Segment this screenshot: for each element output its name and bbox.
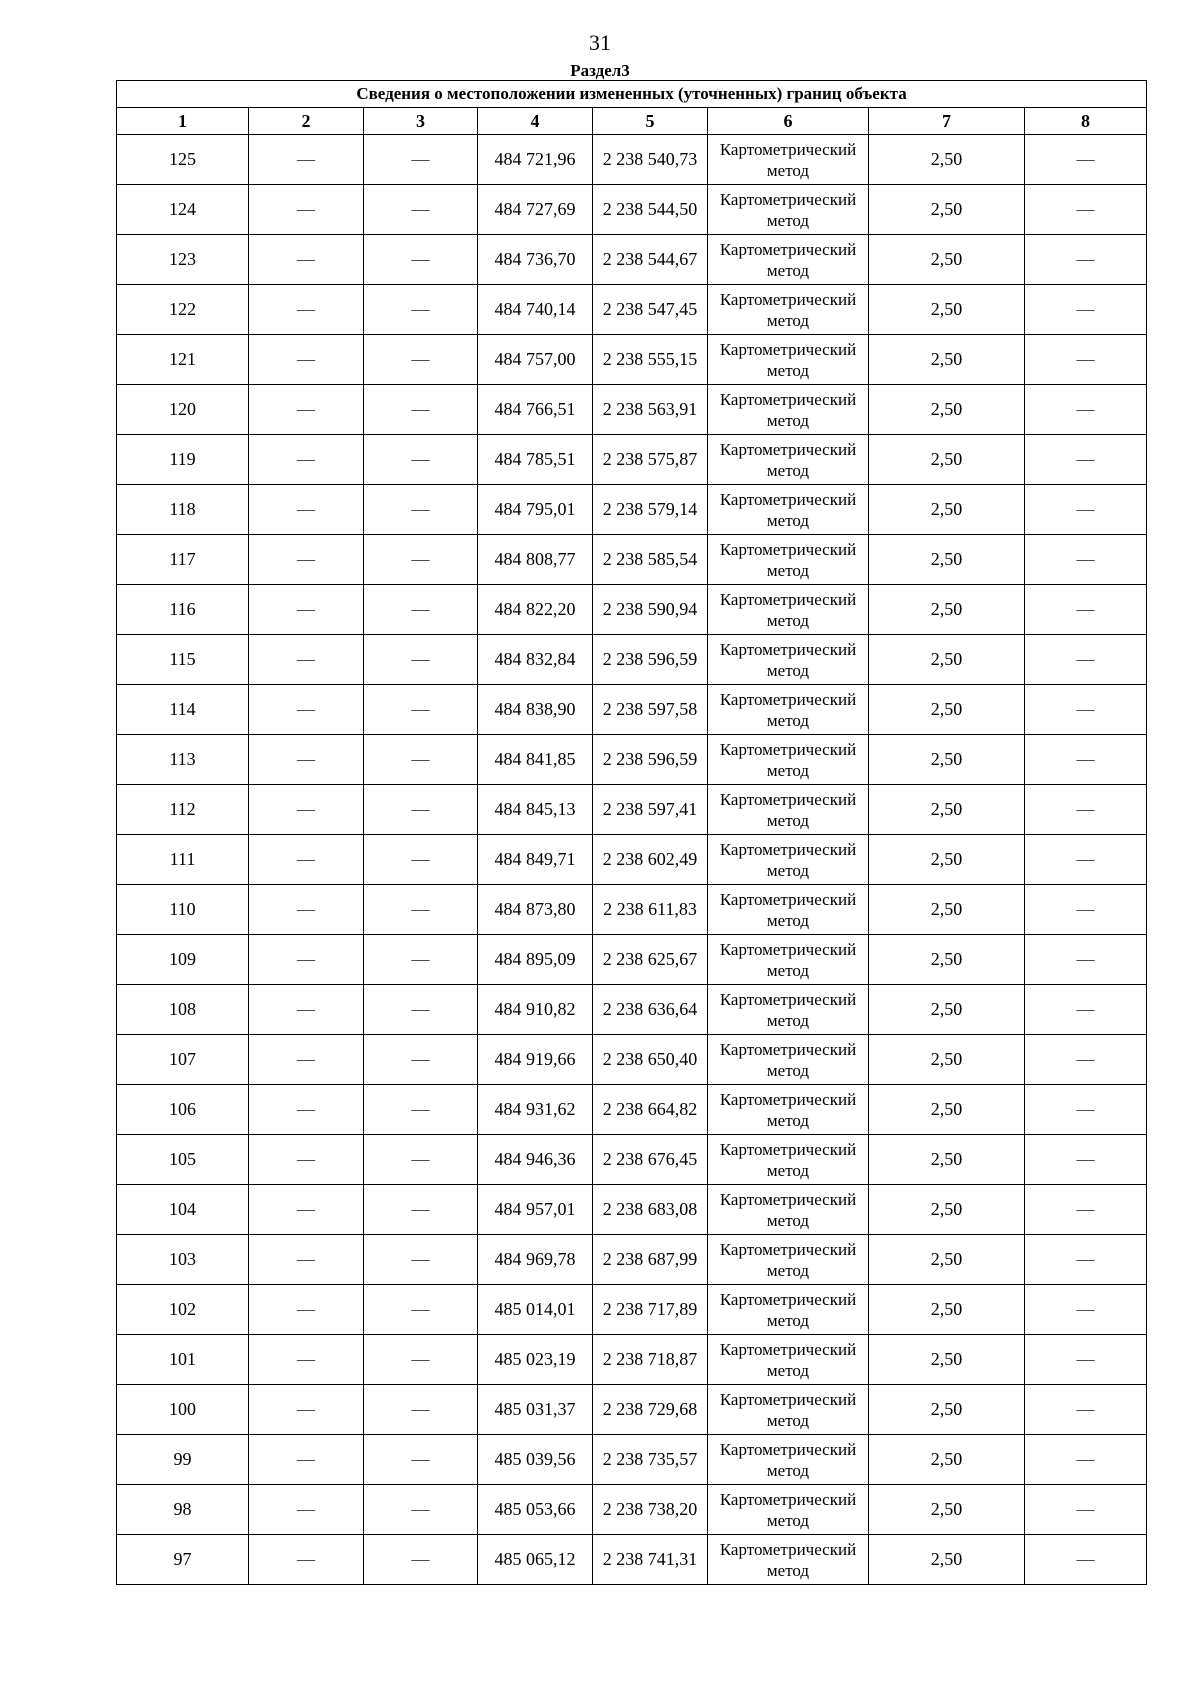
table-row: [117, 235, 1147, 285]
point-number-cell: 104: [117, 1185, 249, 1235]
x-coordinate-cell: 484 736,70: [478, 235, 593, 285]
empty-value-cell: —: [364, 635, 478, 685]
method-cell: Картометрический метод: [708, 1435, 869, 1485]
column-number: 1: [117, 108, 249, 135]
table-row: [117, 1285, 1147, 1335]
point-number-cell: 119: [117, 435, 249, 485]
column-number: 8: [1025, 108, 1147, 135]
table-row: [117, 1235, 1147, 1285]
empty-value-cell: —: [364, 1535, 478, 1585]
x-coordinate-cell: 484 832,84: [478, 635, 593, 685]
empty-value-cell: —: [364, 835, 478, 885]
empty-value-cell: —: [1025, 835, 1147, 885]
x-coordinate-cell: 485 053,66: [478, 1485, 593, 1535]
empty-value-cell: —: [364, 985, 478, 1035]
y-coordinate-cell: 2 238 555,15: [593, 335, 708, 385]
table-row: [117, 1485, 1147, 1535]
page-number: 31: [589, 30, 611, 55]
accuracy-cell: 2,50: [869, 335, 1025, 385]
x-coordinate-cell: 484 721,96: [478, 135, 593, 185]
y-coordinate-cell: 2 238 650,40: [593, 1035, 708, 1085]
empty-value-cell: —: [249, 885, 364, 935]
x-coordinate-cell: 484 808,77: [478, 535, 593, 585]
x-coordinate-cell: 484 895,09: [478, 935, 593, 985]
empty-value-cell: —: [249, 935, 364, 985]
table-row: [117, 1385, 1147, 1435]
x-coordinate-cell: 484 766,51: [478, 385, 593, 435]
empty-value-cell: —: [249, 335, 364, 385]
accuracy-cell: 2,50: [869, 1385, 1025, 1435]
empty-value-cell: —: [364, 1485, 478, 1535]
accuracy-cell: 2,50: [869, 1485, 1025, 1535]
empty-value-cell: —: [364, 285, 478, 335]
table-row: [117, 935, 1147, 985]
method-cell: Картометрический метод: [708, 735, 869, 785]
x-coordinate-cell: 484 757,00: [478, 335, 593, 385]
table-row: [117, 135, 1147, 185]
point-number-cell: 106: [117, 1085, 249, 1135]
empty-value-cell: —: [1025, 1235, 1147, 1285]
x-coordinate-cell: 484 785,51: [478, 435, 593, 485]
y-coordinate-cell: 2 238 687,99: [593, 1235, 708, 1285]
empty-value-cell: —: [249, 1035, 364, 1085]
point-number-cell: 122: [117, 285, 249, 335]
empty-value-cell: —: [364, 1235, 478, 1285]
method-cell: Картометрический метод: [708, 1385, 869, 1435]
point-number-cell: 110: [117, 885, 249, 935]
column-number: 3: [364, 108, 478, 135]
empty-value-cell: —: [364, 1385, 478, 1435]
empty-value-cell: —: [364, 685, 478, 735]
method-cell: Картометрический метод: [708, 1535, 869, 1585]
table-body: [117, 135, 1147, 1585]
empty-value-cell: —: [249, 435, 364, 485]
empty-value-cell: —: [1025, 485, 1147, 535]
point-number-cell: 98: [117, 1485, 249, 1535]
table-row: [117, 585, 1147, 635]
method-cell: Картометрический метод: [708, 1235, 869, 1285]
table-row: [117, 485, 1147, 535]
method-cell: Картометрический метод: [708, 235, 869, 285]
y-coordinate-cell: 2 238 585,54: [593, 535, 708, 585]
empty-value-cell: —: [1025, 135, 1147, 185]
empty-value-cell: —: [1025, 1335, 1147, 1385]
point-number-cell: 118: [117, 485, 249, 535]
empty-value-cell: —: [1025, 185, 1147, 235]
method-cell: Картометрический метод: [708, 535, 869, 585]
empty-value-cell: —: [1025, 785, 1147, 835]
empty-value-cell: —: [249, 185, 364, 235]
accuracy-cell: 2,50: [869, 385, 1025, 435]
empty-value-cell: —: [1025, 885, 1147, 935]
empty-value-cell: —: [249, 1535, 364, 1585]
boundary-table: [116, 80, 1147, 1585]
table-row: [117, 735, 1147, 785]
empty-value-cell: —: [364, 335, 478, 385]
accuracy-cell: 2,50: [869, 1335, 1025, 1385]
table-row: [117, 785, 1147, 835]
accuracy-cell: 2,50: [869, 185, 1025, 235]
x-coordinate-cell: 484 946,36: [478, 1135, 593, 1185]
x-coordinate-cell: 484 873,80: [478, 885, 593, 935]
accuracy-cell: 2,50: [869, 1235, 1025, 1285]
table-row: [117, 985, 1147, 1035]
y-coordinate-cell: 2 238 611,83: [593, 885, 708, 935]
y-coordinate-cell: 2 238 597,58: [593, 685, 708, 735]
x-coordinate-cell: 485 023,19: [478, 1335, 593, 1385]
y-coordinate-cell: 2 238 544,50: [593, 185, 708, 235]
table-row: [117, 1135, 1147, 1185]
empty-value-cell: —: [249, 135, 364, 185]
empty-value-cell: —: [364, 1285, 478, 1335]
accuracy-cell: 2,50: [869, 485, 1025, 535]
point-number-cell: 99: [117, 1435, 249, 1485]
column-number: 5: [593, 108, 708, 135]
x-coordinate-cell: 484 969,78: [478, 1235, 593, 1285]
table-row: [117, 435, 1147, 485]
empty-value-cell: —: [364, 1135, 478, 1185]
empty-value-cell: —: [364, 535, 478, 585]
accuracy-cell: 2,50: [869, 1535, 1025, 1585]
empty-value-cell: —: [364, 885, 478, 935]
method-cell: Картометрический метод: [708, 1485, 869, 1535]
x-coordinate-cell: 485 065,12: [478, 1535, 593, 1585]
accuracy-cell: 2,50: [869, 635, 1025, 685]
table-row: [117, 1035, 1147, 1085]
method-cell: Картометрический метод: [708, 1285, 869, 1335]
x-coordinate-cell: 484 931,62: [478, 1085, 593, 1135]
accuracy-cell: 2,50: [869, 1035, 1025, 1085]
empty-value-cell: —: [1025, 985, 1147, 1035]
empty-value-cell: —: [364, 1185, 478, 1235]
empty-value-cell: —: [1025, 1435, 1147, 1485]
y-coordinate-cell: 2 238 590,94: [593, 585, 708, 635]
method-cell: Картометрический метод: [708, 1035, 869, 1085]
method-cell: Картометрический метод: [708, 885, 869, 935]
column-number-row: [117, 108, 1147, 135]
empty-value-cell: —: [249, 585, 364, 635]
empty-value-cell: —: [1025, 685, 1147, 735]
table-row: [117, 1335, 1147, 1385]
accuracy-cell: 2,50: [869, 685, 1025, 735]
accuracy-cell: 2,50: [869, 935, 1025, 985]
x-coordinate-cell: 485 014,01: [478, 1285, 593, 1335]
table-row: [117, 1435, 1147, 1485]
y-coordinate-cell: 2 238 602,49: [593, 835, 708, 885]
empty-value-cell: —: [364, 935, 478, 985]
empty-value-cell: —: [1025, 585, 1147, 635]
empty-value-cell: —: [364, 1085, 478, 1135]
column-number: 6: [708, 108, 869, 135]
method-cell: Картометрический метод: [708, 185, 869, 235]
empty-value-cell: —: [249, 1085, 364, 1135]
empty-value-cell: —: [1025, 735, 1147, 785]
point-number-cell: 124: [117, 185, 249, 235]
empty-value-cell: —: [249, 1135, 364, 1185]
y-coordinate-cell: 2 238 738,20: [593, 1485, 708, 1535]
x-coordinate-cell: 484 957,01: [478, 1185, 593, 1235]
method-cell: Картометрический метод: [708, 635, 869, 685]
accuracy-cell: 2,50: [869, 1085, 1025, 1135]
y-coordinate-cell: 2 238 683,08: [593, 1185, 708, 1235]
point-number-cell: 109: [117, 935, 249, 985]
point-number-cell: 120: [117, 385, 249, 435]
point-number-cell: 103: [117, 1235, 249, 1285]
empty-value-cell: —: [249, 835, 364, 885]
empty-value-cell: —: [1025, 1185, 1147, 1235]
accuracy-cell: 2,50: [869, 785, 1025, 835]
empty-value-cell: —: [249, 685, 364, 735]
point-number-cell: 113: [117, 735, 249, 785]
empty-value-cell: —: [249, 1485, 364, 1535]
method-cell: Картометрический метод: [708, 385, 869, 435]
point-number-cell: 105: [117, 1135, 249, 1185]
method-cell: Картометрический метод: [708, 835, 869, 885]
y-coordinate-cell: 2 238 596,59: [593, 735, 708, 785]
column-number: 2: [249, 108, 364, 135]
empty-value-cell: —: [249, 1185, 364, 1235]
table-caption: Сведения о местоположении измененных (уточненных) границ объекта: [117, 81, 1147, 108]
method-cell: Картометрический метод: [708, 1185, 869, 1235]
method-cell: Картометрический метод: [708, 1335, 869, 1385]
point-number-cell: 123: [117, 235, 249, 285]
y-coordinate-cell: 2 238 664,82: [593, 1085, 708, 1135]
x-coordinate-cell: 484 795,01: [478, 485, 593, 535]
method-cell: Картометрический метод: [708, 685, 869, 735]
point-number-cell: 116: [117, 585, 249, 635]
empty-value-cell: —: [364, 785, 478, 835]
method-cell: Картометрический метод: [708, 485, 869, 535]
table-row: [117, 535, 1147, 585]
table-row: [117, 385, 1147, 435]
empty-value-cell: —: [1025, 1285, 1147, 1335]
empty-value-cell: —: [364, 1035, 478, 1085]
method-cell: Картометрический метод: [708, 435, 869, 485]
empty-value-cell: —: [1025, 1485, 1147, 1535]
empty-value-cell: —: [364, 185, 478, 235]
y-coordinate-cell: 2 238 596,59: [593, 635, 708, 685]
point-number-cell: 117: [117, 535, 249, 585]
y-coordinate-cell: 2 238 575,87: [593, 435, 708, 485]
method-cell: Картометрический метод: [708, 135, 869, 185]
empty-value-cell: —: [364, 585, 478, 635]
empty-value-cell: —: [249, 1285, 364, 1335]
y-coordinate-cell: 2 238 547,45: [593, 285, 708, 335]
accuracy-cell: 2,50: [869, 235, 1025, 285]
y-coordinate-cell: 2 238 540,73: [593, 135, 708, 185]
table-row: [117, 335, 1147, 385]
table-row: [117, 635, 1147, 685]
y-coordinate-cell: 2 238 636,64: [593, 985, 708, 1035]
y-coordinate-cell: 2 238 741,31: [593, 1535, 708, 1585]
empty-value-cell: —: [1025, 1385, 1147, 1435]
point-number-cell: 115: [117, 635, 249, 685]
point-number-cell: 97: [117, 1535, 249, 1585]
x-coordinate-cell: 484 919,66: [478, 1035, 593, 1085]
point-number-cell: 107: [117, 1035, 249, 1085]
method-cell: Картометрический метод: [708, 985, 869, 1035]
accuracy-cell: 2,50: [869, 435, 1025, 485]
method-cell: Картометрический метод: [708, 335, 869, 385]
accuracy-cell: 2,50: [869, 1285, 1025, 1335]
point-number-cell: 112: [117, 785, 249, 835]
empty-value-cell: —: [249, 385, 364, 435]
x-coordinate-cell: 484 727,69: [478, 185, 593, 235]
empty-value-cell: —: [249, 1335, 364, 1385]
accuracy-cell: 2,50: [869, 735, 1025, 785]
section-title: Раздел3: [570, 61, 630, 80]
method-cell: Картометрический метод: [708, 1085, 869, 1135]
x-coordinate-cell: 484 838,90: [478, 685, 593, 735]
accuracy-cell: 2,50: [869, 535, 1025, 585]
x-coordinate-cell: 484 841,85: [478, 735, 593, 785]
table-row: [117, 835, 1147, 885]
y-coordinate-cell: 2 238 717,89: [593, 1285, 708, 1335]
x-coordinate-cell: 484 910,82: [478, 985, 593, 1035]
empty-value-cell: —: [249, 1235, 364, 1285]
empty-value-cell: —: [249, 535, 364, 585]
accuracy-cell: 2,50: [869, 835, 1025, 885]
method-cell: Картометрический метод: [708, 1135, 869, 1185]
empty-value-cell: —: [1025, 1035, 1147, 1085]
empty-value-cell: —: [1025, 535, 1147, 585]
table-row: [117, 885, 1147, 935]
point-number-cell: 100: [117, 1385, 249, 1435]
empty-value-cell: —: [1025, 935, 1147, 985]
accuracy-cell: 2,50: [869, 885, 1025, 935]
empty-value-cell: —: [364, 735, 478, 785]
empty-value-cell: —: [249, 785, 364, 835]
empty-value-cell: —: [1025, 335, 1147, 385]
x-coordinate-cell: 484 849,71: [478, 835, 593, 885]
x-coordinate-cell: 485 031,37: [478, 1385, 593, 1435]
table-row: [117, 1085, 1147, 1135]
empty-value-cell: —: [364, 135, 478, 185]
accuracy-cell: 2,50: [869, 585, 1025, 635]
empty-value-cell: —: [364, 485, 478, 535]
accuracy-cell: 2,50: [869, 1435, 1025, 1485]
y-coordinate-cell: 2 238 676,45: [593, 1135, 708, 1185]
empty-value-cell: —: [249, 735, 364, 785]
empty-value-cell: —: [249, 235, 364, 285]
y-coordinate-cell: 2 238 735,57: [593, 1435, 708, 1485]
empty-value-cell: —: [1025, 1085, 1147, 1135]
empty-value-cell: —: [1025, 235, 1147, 285]
x-coordinate-cell: 484 845,13: [478, 785, 593, 835]
method-cell: Картометрический метод: [708, 935, 869, 985]
x-coordinate-cell: 484 740,14: [478, 285, 593, 335]
y-coordinate-cell: 2 238 729,68: [593, 1385, 708, 1435]
point-number-cell: 121: [117, 335, 249, 385]
x-coordinate-cell: 484 822,20: [478, 585, 593, 635]
x-coordinate-cell: 485 039,56: [478, 1435, 593, 1485]
accuracy-cell: 2,50: [869, 1135, 1025, 1185]
accuracy-cell: 2,50: [869, 285, 1025, 335]
empty-value-cell: —: [364, 1335, 478, 1385]
y-coordinate-cell: 2 238 544,67: [593, 235, 708, 285]
column-number: 7: [869, 108, 1025, 135]
empty-value-cell: —: [364, 385, 478, 435]
y-coordinate-cell: 2 238 597,41: [593, 785, 708, 835]
point-number-cell: 111: [117, 835, 249, 885]
y-coordinate-cell: 2 238 718,87: [593, 1335, 708, 1385]
point-number-cell: 108: [117, 985, 249, 1035]
empty-value-cell: —: [249, 985, 364, 1035]
point-number-cell: 114: [117, 685, 249, 735]
empty-value-cell: —: [249, 485, 364, 535]
empty-value-cell: —: [1025, 435, 1147, 485]
y-coordinate-cell: 2 238 563,91: [593, 385, 708, 435]
method-cell: Картометрический метод: [708, 785, 869, 835]
table-caption-row: [117, 81, 1147, 108]
empty-value-cell: —: [1025, 385, 1147, 435]
empty-value-cell: —: [1025, 285, 1147, 335]
accuracy-cell: 2,50: [869, 985, 1025, 1035]
table-row: [117, 1185, 1147, 1235]
table-row: [117, 685, 1147, 735]
accuracy-cell: 2,50: [869, 135, 1025, 185]
point-number-cell: 101: [117, 1335, 249, 1385]
empty-value-cell: —: [249, 635, 364, 685]
table-row: [117, 185, 1147, 235]
table-row: [117, 285, 1147, 335]
empty-value-cell: —: [249, 1435, 364, 1485]
column-number: 4: [478, 108, 593, 135]
empty-value-cell: —: [1025, 635, 1147, 685]
accuracy-cell: 2,50: [869, 1185, 1025, 1235]
point-number-cell: 102: [117, 1285, 249, 1335]
empty-value-cell: —: [249, 1385, 364, 1435]
empty-value-cell: —: [1025, 1135, 1147, 1185]
y-coordinate-cell: 2 238 625,67: [593, 935, 708, 985]
empty-value-cell: —: [364, 1435, 478, 1485]
empty-value-cell: —: [1025, 1535, 1147, 1585]
table-row: [117, 1535, 1147, 1585]
method-cell: Картометрический метод: [708, 585, 869, 635]
empty-value-cell: —: [249, 285, 364, 335]
y-coordinate-cell: 2 238 579,14: [593, 485, 708, 535]
empty-value-cell: —: [364, 435, 478, 485]
method-cell: Картометрический метод: [708, 285, 869, 335]
point-number-cell: 125: [117, 135, 249, 185]
empty-value-cell: —: [364, 235, 478, 285]
